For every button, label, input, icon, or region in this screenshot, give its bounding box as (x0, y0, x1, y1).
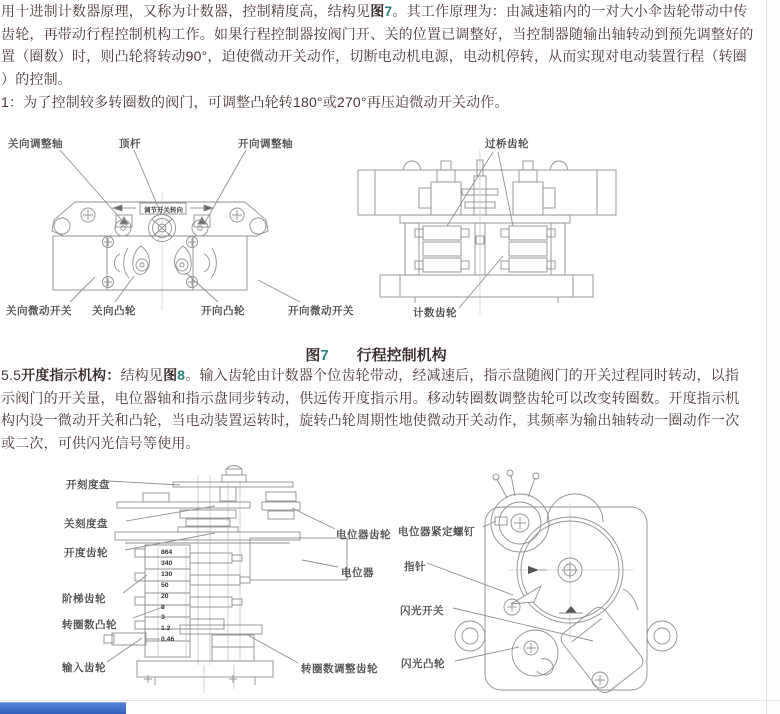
ratio-value: 8 (161, 603, 165, 611)
ratio-value: 50 (161, 581, 169, 589)
section55-title: 开度指示机构： (21, 367, 121, 383)
intro-line-3: 置（圈数）时，则凸轮将转动90°，迫使微动开关动作，切断电动机电源，电动机停转，从而实现对电动装置行程（转圈 (1, 48, 747, 64)
label-flash-cam: 闪光凸轮 (401, 658, 445, 670)
label-open-cam: 开向凸轮 (201, 305, 245, 317)
section55-line-3: 构内设一微动开关和凸轮，当电动装置运转时，旋转凸轮周期性地使微动开关动作，其频率为输出轴转动一圈动作一次 (1, 412, 740, 428)
intro-line-1-rest: 。其工作原理为：由减速箱内的一对大小伞齿轮带动中传 (392, 3, 748, 19)
label-bridge-gear: 过桥齿轮 (485, 138, 529, 150)
ratio-value: 864 (161, 549, 173, 556)
section55-number: 5.5 (1, 367, 22, 383)
label-open-micro-switch: 开向微动开关 (288, 305, 354, 317)
section55-line-4: 或二次，可供闪光信号等使用。 (1, 435, 200, 451)
page-right-border (766, 0, 767, 714)
section55-line-2: 示阀门的开关量，电位器轴和指示盘同步转动，供远传开度指示用。移动转圈数调整齿轮可以改变转圈数。开度指示机 (1, 390, 740, 406)
label-close-cam: 关向凸轮 (92, 305, 136, 317)
section55-line1-rest: 。输入齿轮由计数器个位齿轮带动，经减速后，指示盘随阀门的开关过程同时转动，以指 (185, 367, 740, 383)
intro-line-2: 齿轮，再带动行程控制机构工作。如果行程控制器按阀门开、关的位置已调整好，当控制器随输出轴转动到预先调整好的 (1, 26, 754, 42)
label-open-dial: 开刻度盘 (66, 479, 110, 491)
label-pointer: 指针 (404, 561, 426, 573)
fig8-right-drawing (395, 465, 775, 710)
label-potentiometer: 电位器 (341, 567, 374, 579)
caption-fig-char: 图 (305, 347, 321, 364)
fig7-ref-char: 图 (370, 3, 385, 19)
ratio-value: 0.46 (161, 636, 175, 644)
label-input-gear: 输入齿轮 (62, 662, 106, 674)
note-line: 1：为了控制较多转圈数的阀门，可调整凸轮转180°或270°再压迫微动开关动作。 (1, 94, 509, 110)
label-close-micro-switch: 关向微动开关 (6, 305, 72, 317)
fig8-ref-number: 8 (177, 367, 186, 383)
ratio-value: 20 (161, 592, 169, 600)
label-close-adjust-shaft: 关向调整轴 (8, 138, 63, 150)
fig7-ref-number: 7 (384, 3, 393, 19)
label-step-gear: 阶梯齿轮 (62, 593, 106, 605)
label-pot-gear: 电位器齿轮 (336, 529, 391, 541)
page-right-margin (767, 0, 780, 714)
ratio-value: 3 (161, 614, 165, 622)
fig7-right-drawing (355, 130, 665, 330)
intro-line-4: ）的控制。 (1, 71, 72, 87)
status-bar-fragment (0, 702, 126, 714)
label-pot-set-screw: 电位器紧定螺钉 (398, 526, 475, 538)
caption-fig-number: 7 (320, 347, 329, 364)
caption-title: 行程控制机构 (356, 347, 447, 364)
ratio-value: 340 (161, 559, 173, 567)
label-push-rod: 顶杆 (119, 138, 141, 150)
intro-line-1-text: 用十进制计数器原理，又称为计数器，控制精度高，结构见 (1, 3, 371, 19)
label-open-adjust-shaft: 开向调整轴 (238, 138, 293, 150)
ratio-value: 1.2 (161, 625, 171, 633)
ratio-value: 130 (161, 570, 173, 578)
fig8-ref-char: 图 (163, 367, 178, 383)
label-opening-gear: 开度齿轮 (64, 547, 108, 559)
intro-line-1 (1, 3, 747, 20)
label-close-dial: 关刻度盘 (64, 518, 108, 530)
label-counting-gear: 计数齿轮 (413, 307, 457, 319)
ratio-column (161, 548, 174, 646)
label-turns-cam: 转圈数凸轮 (62, 619, 117, 631)
label-turns-adjust-gear: 转圈数调整齿轮 (301, 663, 378, 675)
section55-line1-pre: 结构见 (120, 367, 164, 383)
label-switch-direction: 调节开关转向 (144, 207, 183, 214)
label-flash-switch: 闪光开关 (400, 605, 444, 617)
fig7-caption (0, 344, 752, 365)
bottom-divider (0, 700, 780, 701)
section55-line-1 (1, 367, 739, 384)
